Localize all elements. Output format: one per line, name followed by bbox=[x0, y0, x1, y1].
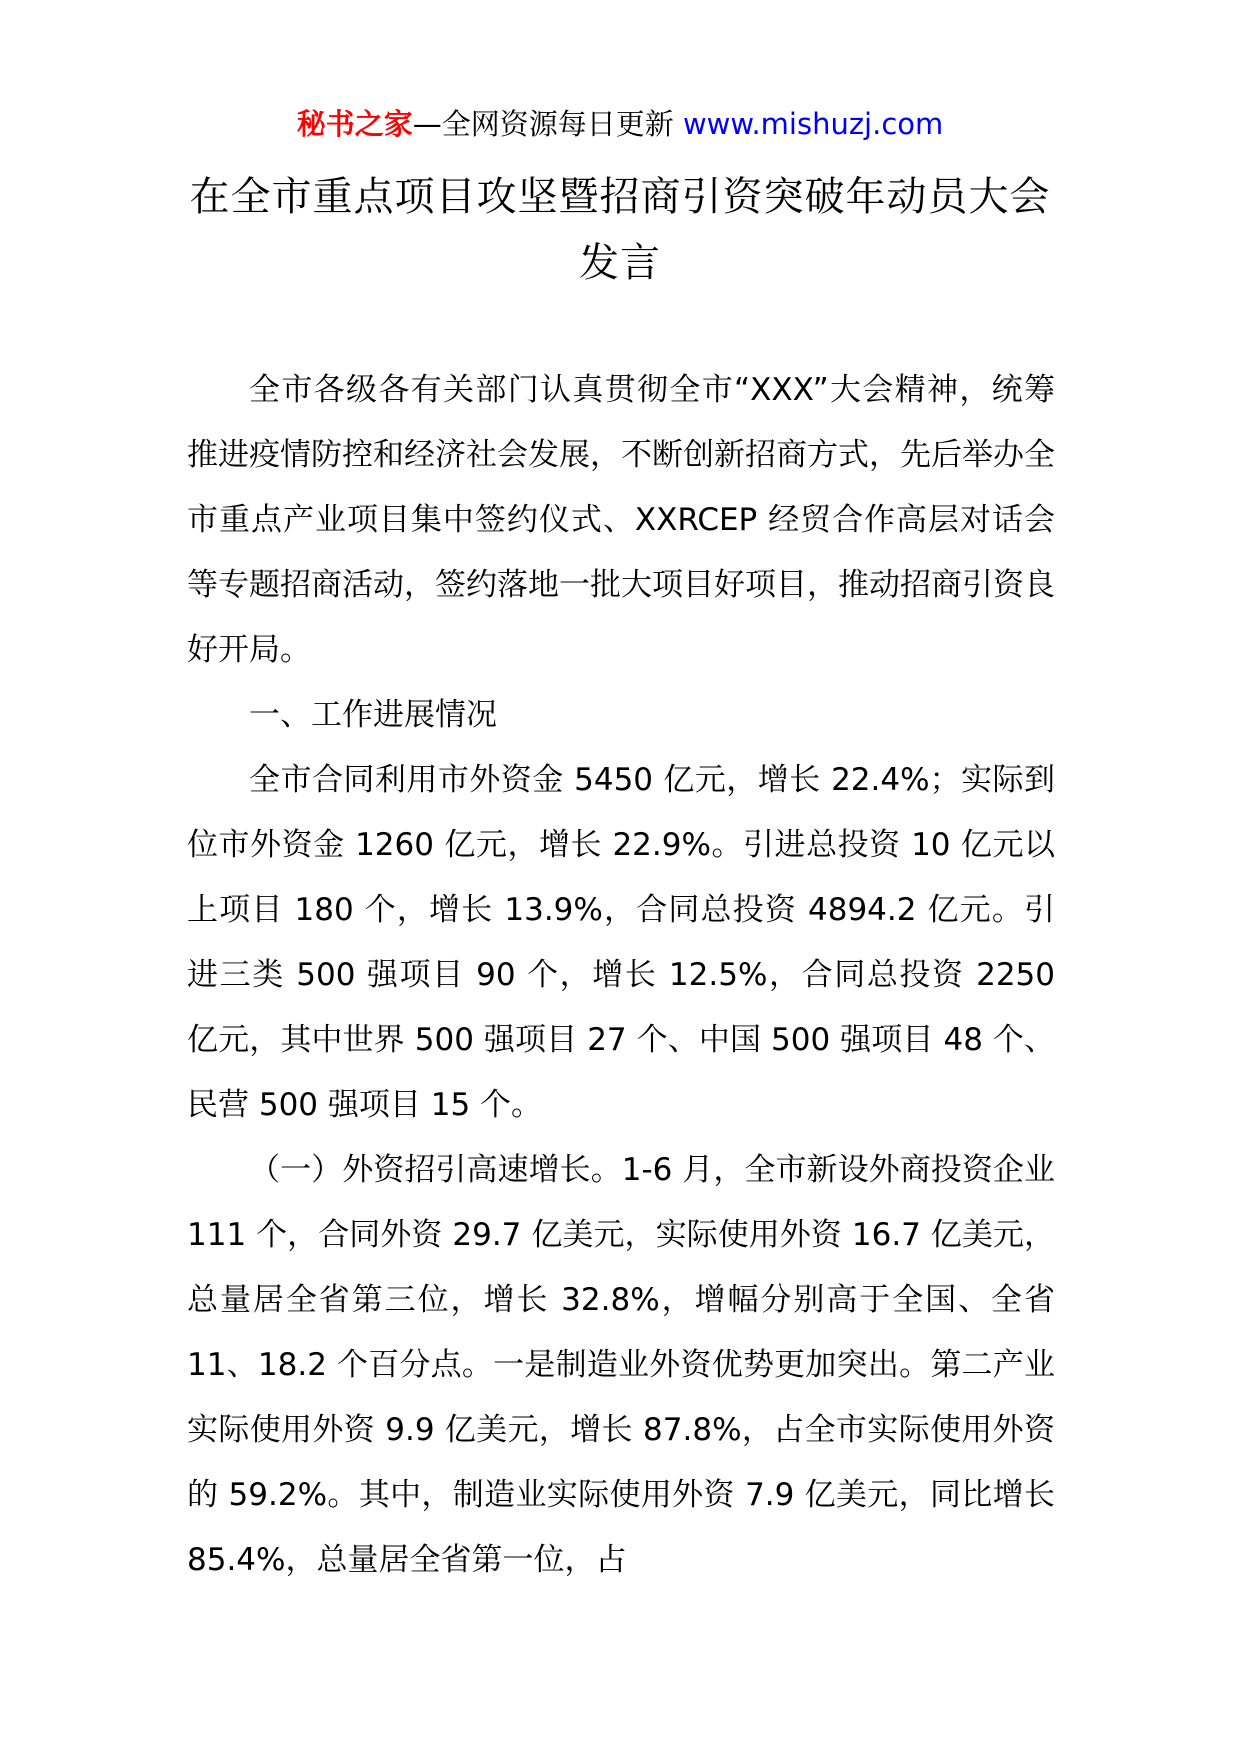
site-url-link[interactable]: www.mishuzj.com bbox=[682, 107, 944, 141]
document-body bbox=[187, 358, 1055, 1593]
subsection-paragraph: （一）外资招引高速增长。1-6 月，全市新设外商投资企业 111 个，合同外资 29.7 亿美元，实际使用外资 16.7 亿美元，总量居全省第三位，增长 32.8%，增幅分别高于全国、全省 11、18.2 个百分点。一是制造业外资优势更加突出。第二产业实际使用外资 9.9 亿美元，增长 87.8%，占全市实际使用外资的 59.2%。其中，制造业实际使用外资 7.9 亿美元，同比增长 85.4%，总量居全省第一位，占 bbox=[187, 1152, 1055, 1578]
section-heading: 一、工作进展情况 bbox=[249, 697, 497, 733]
intro-paragraph: 全市各级各有关部门认真贯彻全市“XXX”大会精神，统筹推进疫情防控和经济社会发展，不断创新招商方式，先后举办全市重点产业项目集中签约仪式、XXRCEP 经贸合作高层对话会等专题招商活动，签约落地一批大项目好项目，推动招商引资良好开局。 bbox=[187, 372, 1055, 668]
header-tagline: —全网资源每日更新 bbox=[412, 107, 683, 141]
summary-paragraph: 全市合同利用市外资金 5450 亿元，增长 22.4%；实际到位市外资金 1260 亿元，增长 22.9%。引进总投资 10 亿元以上项目 180 个，增长 13.9%，合同总投资 4894.2 亿元。引进三类 500 强项目 90 个，增长 12.5%，合同总投资 2250 亿元，其中世界 500 强项目 27 个、中国 500 强项目 48 个、民营 500 强项目 15 个。 bbox=[187, 762, 1055, 1123]
site-header bbox=[0, 104, 1240, 144]
brand-name: 秘书之家 bbox=[296, 107, 413, 141]
document-title: 在全市重点项目攻坚暨招商引资突破年动员大会发言 bbox=[189, 174, 1051, 286]
